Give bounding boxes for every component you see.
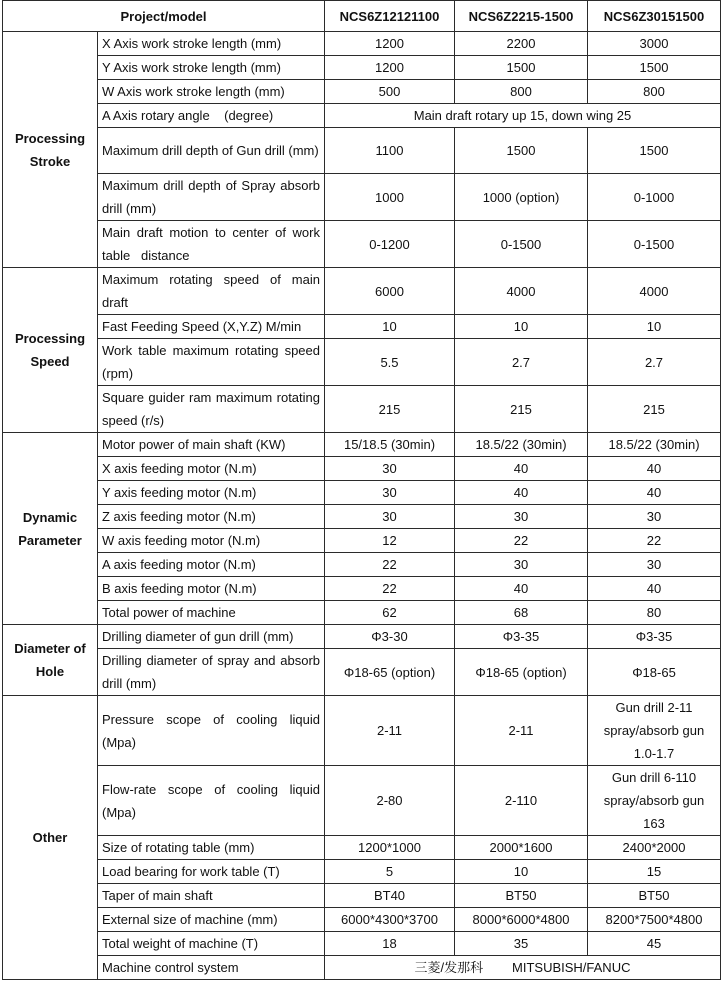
- table-row: [3, 601, 721, 625]
- param-label: X Axis work stroke length (mm): [98, 32, 325, 56]
- value-cell: 22: [588, 529, 721, 553]
- value-cell: 80: [588, 601, 721, 625]
- value-cell: 215: [455, 386, 588, 433]
- value-cell: 1200: [325, 56, 455, 80]
- value-cell: BT50: [588, 884, 721, 908]
- table-row: [3, 56, 721, 80]
- value-cell: 1500: [455, 128, 588, 174]
- value-cell: 10: [588, 315, 721, 339]
- param-label: Drilling diameter of gun drill (mm): [98, 625, 325, 649]
- table-row: [3, 860, 721, 884]
- value-cell: 40: [588, 457, 721, 481]
- table-row: [3, 32, 721, 56]
- param-label: Taper of main shaft: [98, 884, 325, 908]
- table-row: [3, 505, 721, 529]
- value-cell: 40: [455, 481, 588, 505]
- spec-table: [2, 0, 721, 980]
- table-row: [3, 884, 721, 908]
- table-row: [3, 836, 721, 860]
- header-model-3: NCS6Z30151500: [588, 1, 721, 32]
- table-row: [3, 553, 721, 577]
- param-label: Maximum drill depth of Gun drill (mm): [98, 128, 325, 174]
- merged-value-cell: Main draft rotary up 15, down wing 25: [325, 104, 721, 128]
- value-cell: 30: [325, 457, 455, 481]
- value-cell: 215: [588, 386, 721, 433]
- value-cell: 3000: [588, 32, 721, 56]
- value-cell: 18.5/22 (30min): [455, 433, 588, 457]
- value-cell: 15: [588, 860, 721, 884]
- param-label: Maximum drill depth of Spray absorb drill (mm): [98, 174, 325, 221]
- param-label: Y Axis work stroke length (mm): [98, 56, 325, 80]
- value-cell: 30: [588, 505, 721, 529]
- value-cell: 40: [455, 577, 588, 601]
- value-cell: 22: [455, 529, 588, 553]
- value-cell: 1200: [325, 32, 455, 56]
- value-cell: Φ18-65 (option): [455, 649, 588, 696]
- value-cell: 22: [325, 577, 455, 601]
- table-row: [3, 932, 721, 956]
- value-cell: Gun drill 2-11 spray/absorb gun 1.0-1.7: [588, 696, 721, 766]
- param-label: External size of machine (mm): [98, 908, 325, 932]
- value-cell: 4000: [588, 268, 721, 315]
- value-cell: 0-1000: [588, 174, 721, 221]
- value-cell: 35: [455, 932, 588, 956]
- value-cell: 2400*2000: [588, 836, 721, 860]
- value-cell: 1500: [455, 56, 588, 80]
- value-cell: 30: [455, 505, 588, 529]
- value-cell: 8200*7500*4800: [588, 908, 721, 932]
- param-label: Fast Feeding Speed (X,Y.Z) M/min: [98, 315, 325, 339]
- value-cell: 10: [455, 315, 588, 339]
- param-label: W Axis work stroke length (mm): [98, 80, 325, 104]
- header-model-1: NCS6Z12121100: [325, 1, 455, 32]
- value-cell: Φ18-65 (option): [325, 649, 455, 696]
- param-label: Size of rotating table (mm): [98, 836, 325, 860]
- value-cell: 2-80: [325, 766, 455, 836]
- param-label: Flow-rate scope of cooling liquid (Mpa): [98, 766, 325, 836]
- value-cell: 2000*1600: [455, 836, 588, 860]
- table-row: [3, 80, 721, 104]
- header-project: Project/model: [3, 1, 325, 32]
- param-label: Motor power of main shaft (KW): [98, 433, 325, 457]
- table-row: [3, 315, 721, 339]
- value-cell: 40: [588, 481, 721, 505]
- value-cell: 30: [325, 505, 455, 529]
- table-row: [3, 766, 721, 836]
- value-cell: 45: [588, 932, 721, 956]
- value-cell: 68: [455, 601, 588, 625]
- param-label: Drilling diameter of spray and absorb drill (mm): [98, 649, 325, 696]
- table-row: [3, 956, 721, 980]
- value-cell: 2-11: [325, 696, 455, 766]
- value-cell: 40: [588, 577, 721, 601]
- param-label: Y axis feeding motor (N.m): [98, 481, 325, 505]
- param-label: Pressure scope of cooling liquid (Mpa): [98, 696, 325, 766]
- table-row: [3, 577, 721, 601]
- value-cell: BT50: [455, 884, 588, 908]
- param-label: B axis feeding motor (N.m): [98, 577, 325, 601]
- value-cell: 6000: [325, 268, 455, 315]
- value-cell: 62: [325, 601, 455, 625]
- value-cell: 2-110: [455, 766, 588, 836]
- param-label: Total weight of machine (T): [98, 932, 325, 956]
- value-cell: 1000 (option): [455, 174, 588, 221]
- value-cell: 15/18.5 (30min): [325, 433, 455, 457]
- group-other: Other: [3, 696, 98, 980]
- value-cell: 500: [325, 80, 455, 104]
- param-label: Total power of machine: [98, 601, 325, 625]
- value-cell: 0-1200: [325, 221, 455, 268]
- table-row: [3, 386, 721, 433]
- value-cell: 10: [455, 860, 588, 884]
- value-cell: Φ3-35: [455, 625, 588, 649]
- value-cell: 1000: [325, 174, 455, 221]
- param-label: A axis feeding motor (N.m): [98, 553, 325, 577]
- table-row: [3, 529, 721, 553]
- value-cell: 30: [588, 553, 721, 577]
- value-cell: 0-1500: [455, 221, 588, 268]
- header-model-2: NCS6Z2215-1500: [455, 1, 588, 32]
- table-row: [3, 339, 721, 386]
- param-label: Main draft motion to center of work table distance: [98, 221, 325, 268]
- value-cell: 30: [455, 553, 588, 577]
- value-cell: BT40: [325, 884, 455, 908]
- table-row: [3, 104, 721, 128]
- value-cell: 215: [325, 386, 455, 433]
- value-cell: 1500: [588, 128, 721, 174]
- value-cell: Gun drill 6-110 spray/absorb gun 163: [588, 766, 721, 836]
- table-row: [3, 457, 721, 481]
- table-row: [3, 696, 721, 766]
- value-cell: 8000*6000*4800: [455, 908, 588, 932]
- table-row: [3, 221, 721, 268]
- value-cell: 18.5/22 (30min): [588, 433, 721, 457]
- value-cell: 2200: [455, 32, 588, 56]
- table-row: [3, 268, 721, 315]
- param-label: Machine control system: [98, 956, 325, 980]
- value-cell: 40: [455, 457, 588, 481]
- table-row: [3, 174, 721, 221]
- header-row: [3, 1, 721, 32]
- value-cell: Φ18-65: [588, 649, 721, 696]
- value-cell: Φ3-35: [588, 625, 721, 649]
- value-cell: 12: [325, 529, 455, 553]
- group-processing-speed: Processing Speed: [3, 268, 98, 433]
- table-row: [3, 128, 721, 174]
- merged-value-cell: 三菱/发那科 MITSUBISH/FANUC: [325, 956, 721, 980]
- param-label: Load bearing for work table (T): [98, 860, 325, 884]
- table-row: [3, 625, 721, 649]
- table-row: [3, 908, 721, 932]
- value-cell: 5.5: [325, 339, 455, 386]
- table-row: [3, 649, 721, 696]
- value-cell: 1200*1000: [325, 836, 455, 860]
- value-cell: 18: [325, 932, 455, 956]
- value-cell: 22: [325, 553, 455, 577]
- param-label: Z axis feeding motor (N.m): [98, 505, 325, 529]
- value-cell: 6000*4300*3700: [325, 908, 455, 932]
- value-cell: 1100: [325, 128, 455, 174]
- param-label: Work table maximum rotating speed (rpm): [98, 339, 325, 386]
- param-label: W axis feeding motor (N.m): [98, 529, 325, 553]
- group-processing-stroke: Processing Stroke: [3, 32, 98, 268]
- param-label: A Axis rotary angle (degree): [98, 104, 325, 128]
- value-cell: 4000: [455, 268, 588, 315]
- value-cell: 2.7: [455, 339, 588, 386]
- value-cell: 1500: [588, 56, 721, 80]
- table-row: [3, 481, 721, 505]
- value-cell: 10: [325, 315, 455, 339]
- group-dynamic-parameter: Dynamic Parameter: [3, 433, 98, 625]
- value-cell: Φ3-30: [325, 625, 455, 649]
- value-cell: 800: [455, 80, 588, 104]
- param-label: X axis feeding motor (N.m): [98, 457, 325, 481]
- param-label: Maximum rotating speed of main draft: [98, 268, 325, 315]
- param-label: Square guider ram maximum rotating speed (r/s): [98, 386, 325, 433]
- value-cell: 2-11: [455, 696, 588, 766]
- value-cell: 800: [588, 80, 721, 104]
- value-cell: 5: [325, 860, 455, 884]
- value-cell: 30: [325, 481, 455, 505]
- value-cell: 2.7: [588, 339, 721, 386]
- table-row: [3, 433, 721, 457]
- value-cell: 0-1500: [588, 221, 721, 268]
- group-diameter-of-hole: Diameter of Hole: [3, 625, 98, 696]
